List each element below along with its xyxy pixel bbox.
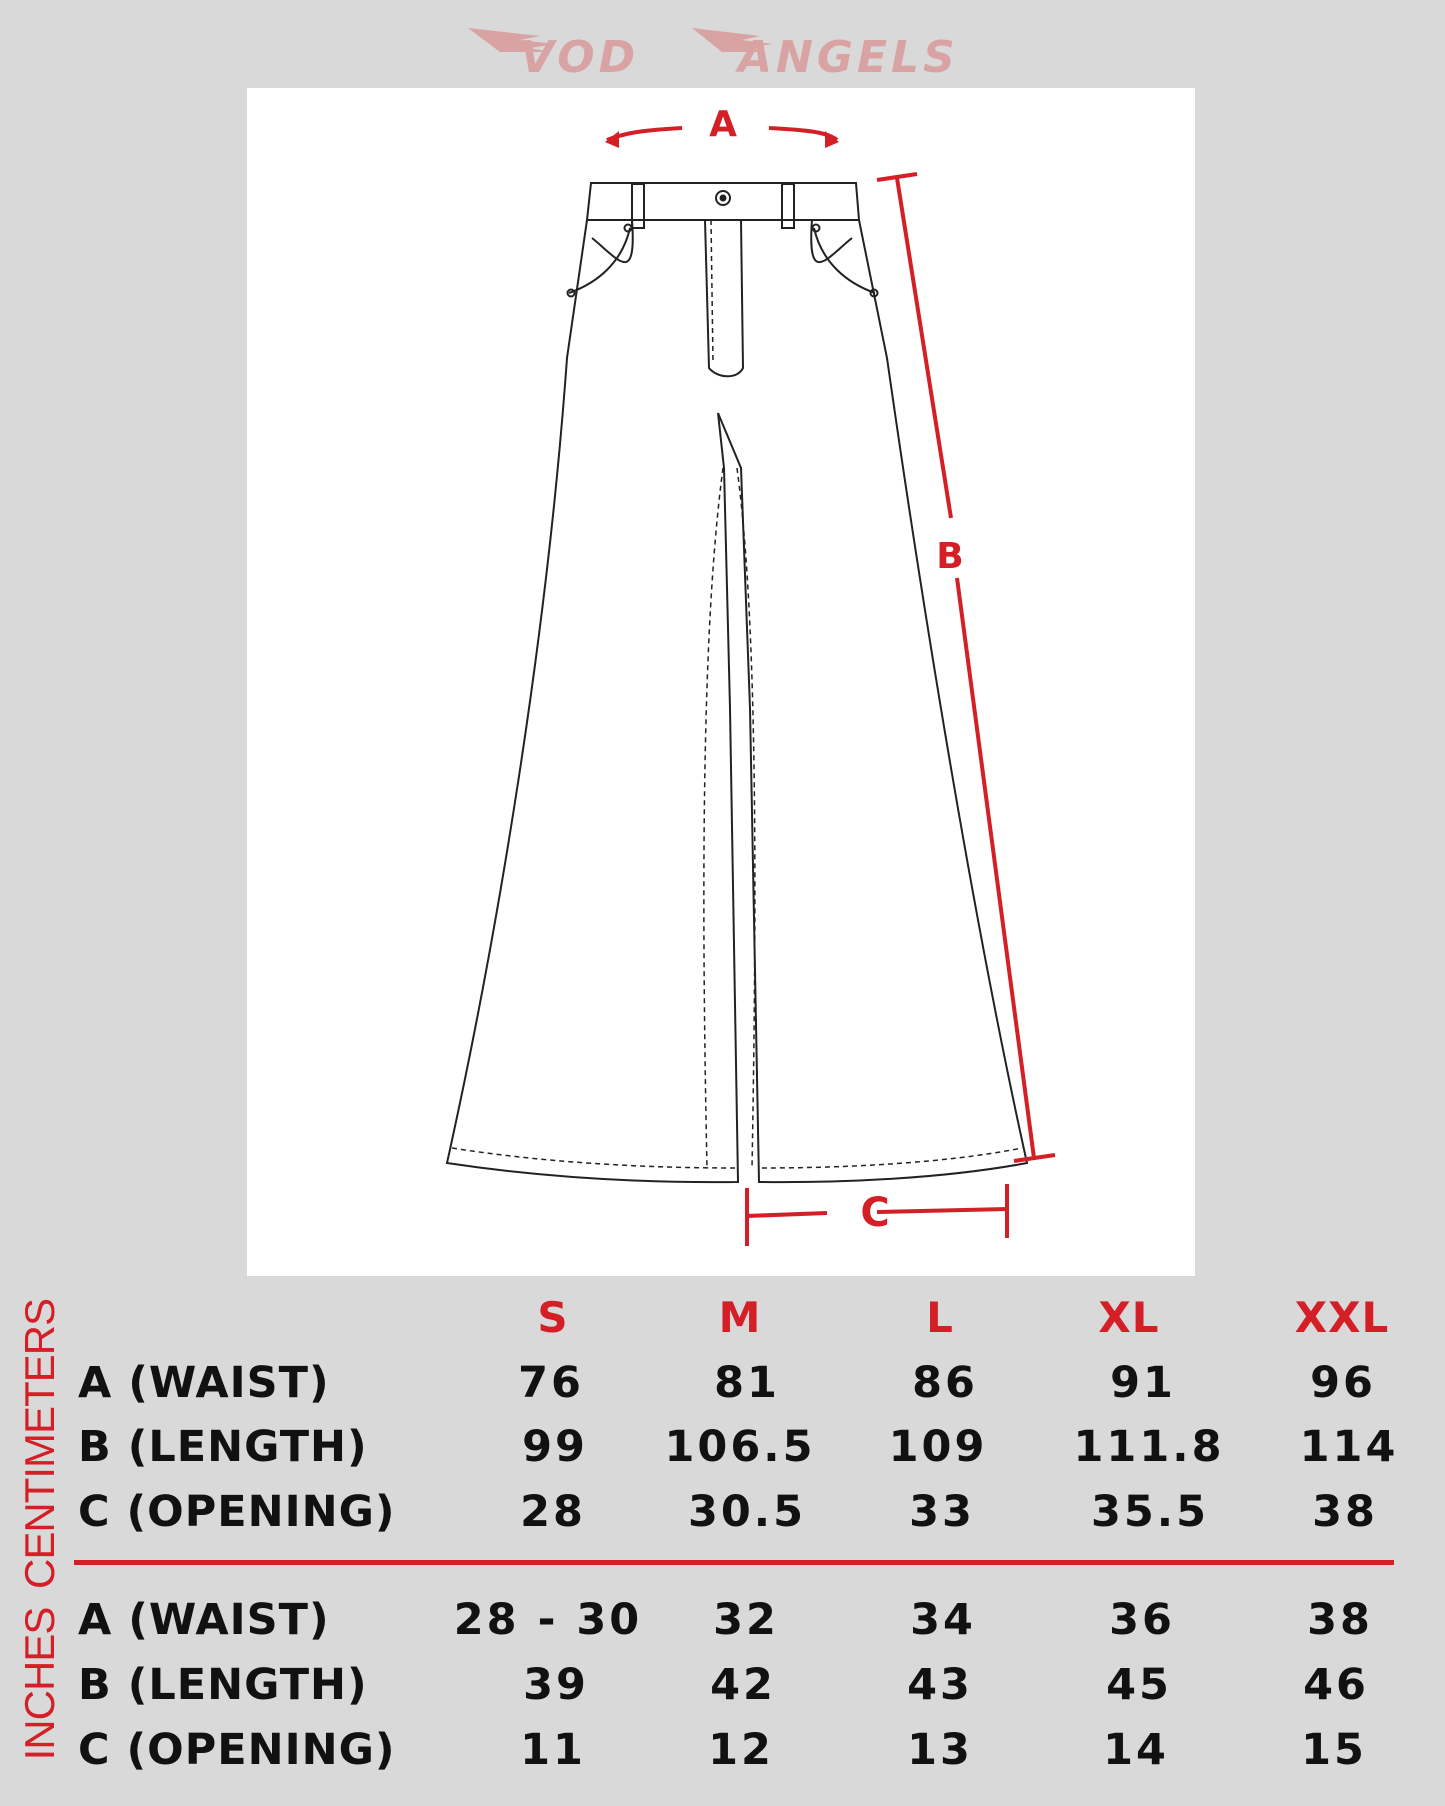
size-header-xl: XL [1098,1293,1160,1342]
in-length-xl: 45 [1106,1660,1172,1710]
cm-length-xl: 111.8 [1073,1422,1225,1472]
unit-label-centimeters: CENTIMETERS [16,1299,63,1590]
cm-row-label-waist: A (WAIST) [78,1358,330,1408]
in-waist-s: 28 - 30 [453,1595,643,1645]
measure-c-label: C [860,1190,890,1236]
cm-row-label-opening: C (OPENING) [78,1487,396,1537]
in-row-label-waist: A (WAIST) [78,1595,330,1645]
size-header-l: L [926,1293,954,1342]
in-waist-xxl: 38 [1307,1595,1373,1645]
cm-opening-xl: 35.5 [1090,1487,1210,1537]
measure-b-indicator [877,174,1055,1161]
cm-waist-l: 86 [912,1358,978,1408]
size-header-xxl: XXL [1294,1293,1390,1342]
cm-waist-xl: 91 [1110,1358,1176,1408]
in-length-m: 42 [710,1660,776,1710]
cm-length-m: 106.5 [664,1422,816,1472]
in-length-s: 39 [523,1660,589,1710]
in-opening-s: 11 [520,1725,586,1775]
in-opening-xxl: 15 [1301,1725,1367,1775]
pants-outline [447,183,1027,1182]
in-waist-xl: 36 [1109,1595,1175,1645]
size-header-s: S [537,1293,569,1342]
cm-opening-l: 33 [909,1487,975,1537]
cm-opening-xxl: 38 [1312,1487,1378,1537]
measure-a-label: A [709,104,737,145]
in-waist-m: 32 [713,1595,779,1645]
size-header-m: M [718,1293,762,1342]
cm-length-l: 109 [888,1422,988,1472]
cm-opening-m: 30.5 [687,1487,807,1537]
pants-diagram-panel [247,88,1195,1276]
cm-waist-m: 81 [714,1358,780,1408]
in-opening-xl: 14 [1103,1725,1169,1775]
brand-logo [460,22,1000,82]
brand-right-word: ANGELS [738,32,959,82]
unit-label-inches: INCHES [16,1607,63,1761]
cm-opening-s: 28 [520,1487,586,1537]
in-opening-m: 12 [708,1725,774,1775]
in-row-label-opening: C (OPENING) [78,1725,396,1775]
in-length-xxl: 46 [1303,1660,1369,1710]
in-waist-l: 34 [910,1595,976,1645]
in-length-l: 43 [907,1660,973,1710]
brand-left-word: VOD [520,32,640,82]
cm-length-xxl: 114 [1299,1422,1399,1472]
cm-row-label-length: B (LENGTH) [78,1422,368,1472]
measure-b-label: B [936,536,964,577]
pants-diagram [247,88,1195,1276]
cm-waist-s: 76 [518,1358,584,1408]
in-row-label-length: B (LENGTH) [78,1660,368,1710]
cm-waist-xxl: 96 [1310,1358,1376,1408]
cm-length-s: 99 [522,1422,588,1472]
in-opening-l: 13 [907,1725,973,1775]
unit-divider [74,1560,1394,1565]
